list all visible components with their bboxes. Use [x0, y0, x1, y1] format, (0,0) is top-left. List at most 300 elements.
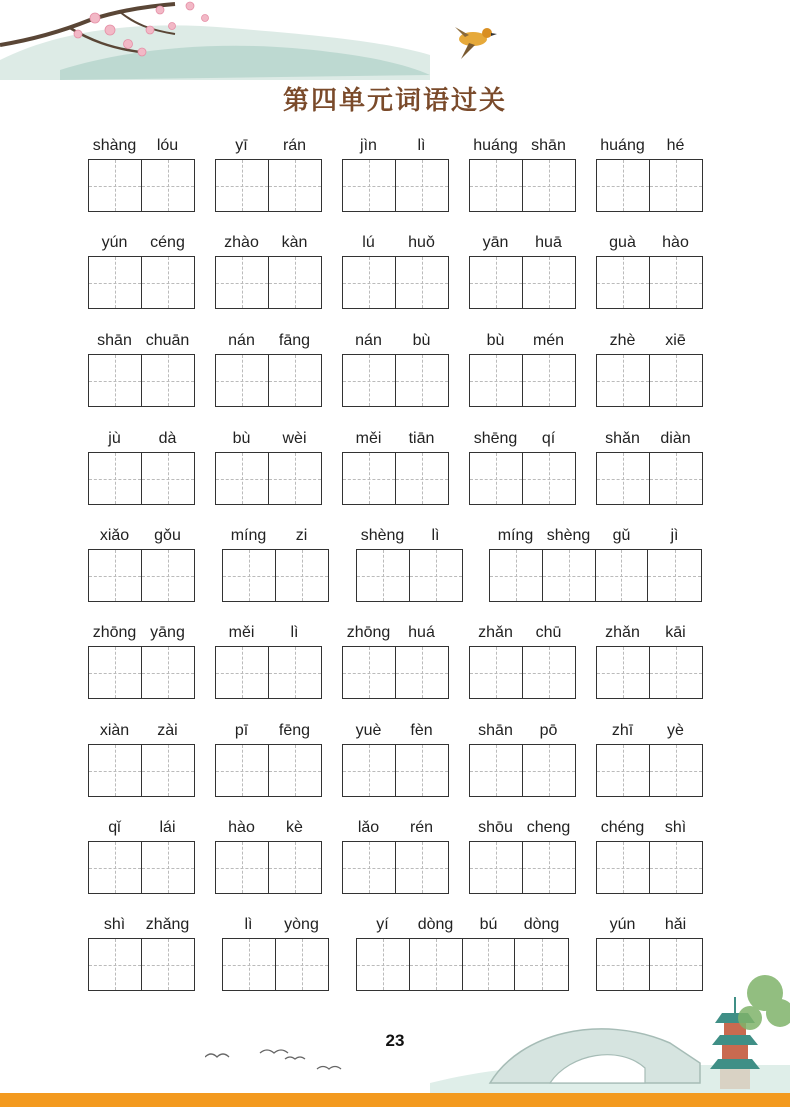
writing-cell[interactable] [470, 257, 523, 308]
pinyin-line [222, 525, 328, 547]
pinyin-syllable: shì [664, 819, 687, 836]
page-title: 第四单元词语过关 [282, 86, 507, 116]
writing-cell[interactable] [650, 842, 703, 893]
tianzige-boxes [342, 159, 449, 212]
pinyin-line [596, 428, 702, 450]
writing-cell[interactable] [269, 453, 322, 504]
pinyin-syllable: mén [532, 332, 565, 349]
writing-cell[interactable] [269, 160, 322, 211]
pinyin-syllable: wèi [282, 430, 307, 447]
pinyin-syllable: lú [362, 234, 375, 251]
writing-cell[interactable] [410, 939, 463, 990]
pinyin-syllable: huáng [600, 137, 645, 154]
pinyin-line [469, 232, 575, 254]
pinyin-line [469, 817, 575, 839]
writing-cell[interactable] [596, 550, 649, 601]
pinyin-line [88, 330, 194, 352]
pinyin-syllable: hé [666, 137, 685, 154]
tianzige-boxes [596, 841, 703, 894]
writing-cell[interactable] [276, 939, 329, 990]
pinyin-syllable: chuān [145, 332, 190, 349]
pinyin-syllable: tiān [408, 430, 435, 447]
writing-cell[interactable] [523, 453, 576, 504]
word-row [0, 428, 790, 518]
pinyin-line [596, 622, 702, 644]
writing-cell[interactable] [89, 160, 142, 211]
pinyin-syllable: pō [539, 722, 558, 739]
pinyin-line [342, 330, 448, 352]
word-item [356, 914, 568, 1004]
word-item [88, 330, 194, 420]
word-row [0, 330, 790, 420]
pinyin-syllable: dòng [523, 916, 560, 933]
pinyin-syllable: shān [97, 332, 132, 349]
pinyin-line [469, 622, 575, 644]
tianzige-boxes [342, 646, 449, 699]
writing-cell[interactable] [470, 647, 523, 698]
writing-cell[interactable] [142, 842, 195, 893]
writing-cell[interactable] [89, 355, 142, 406]
pinyin-syllable: zhǎn [478, 624, 513, 641]
writing-cell[interactable] [216, 745, 269, 796]
writing-cell[interactable] [223, 939, 276, 990]
writing-cell[interactable] [515, 939, 568, 990]
pinyin-line [469, 330, 575, 352]
writing-cell[interactable] [89, 257, 142, 308]
word-row [0, 232, 790, 322]
pinyin-line [489, 525, 701, 547]
writing-cell[interactable] [142, 355, 195, 406]
pinyin-syllable: yān [482, 234, 509, 251]
writing-cell[interactable] [597, 939, 650, 990]
tianzige-boxes [596, 354, 703, 407]
pinyin-syllable: jù [108, 430, 121, 447]
writing-cell[interactable] [89, 842, 142, 893]
pinyin-syllable: gǔ [612, 527, 631, 544]
tianzige-boxes [222, 938, 329, 991]
word-row [0, 622, 790, 712]
pinyin-syllable: fāng [278, 332, 311, 349]
pinyin-syllable: kāi [665, 624, 686, 641]
tianzige-boxes [469, 354, 576, 407]
pinyin-syllable: zi [295, 527, 308, 544]
writing-cell[interactable] [357, 939, 410, 990]
word-item [88, 817, 194, 907]
word-item [469, 135, 575, 225]
writing-cell[interactable] [650, 160, 703, 211]
pinyin-syllable: yāng [150, 624, 185, 641]
pinyin-syllable: zhè [609, 332, 636, 349]
tianzige-boxes [469, 159, 576, 212]
word-item [88, 135, 194, 225]
tianzige-boxes [88, 744, 195, 797]
writing-cell[interactable] [142, 939, 195, 990]
writing-cell[interactable] [269, 647, 322, 698]
writing-cell[interactable] [142, 257, 195, 308]
writing-cell[interactable] [269, 745, 322, 796]
writing-cell[interactable] [648, 550, 701, 601]
writing-cell[interactable] [396, 160, 449, 211]
word-item [215, 622, 321, 712]
tianzige-boxes [88, 938, 195, 991]
pinyin-syllable: zhī [611, 722, 634, 739]
pinyin-syllable: shēng [473, 430, 518, 447]
writing-cell[interactable] [396, 355, 449, 406]
pinyin-syllable: shèng [546, 527, 591, 544]
word-item [215, 232, 321, 322]
writing-cell[interactable] [89, 939, 142, 990]
tianzige-boxes [489, 549, 702, 602]
pinyin-syllable: huáng [473, 137, 518, 154]
writing-cell[interactable] [89, 550, 142, 601]
pinyin-line [215, 330, 321, 352]
word-item [88, 525, 194, 615]
tianzige-boxes [596, 256, 703, 309]
tianzige-boxes [215, 354, 322, 407]
writing-cell[interactable] [357, 550, 410, 601]
tianzige-boxes [342, 841, 449, 894]
word-item [356, 525, 462, 615]
word-item [469, 428, 575, 518]
writing-cell[interactable] [597, 453, 650, 504]
writing-cell[interactable] [343, 745, 396, 796]
pinyin-line [469, 428, 575, 450]
pinyin-syllable: kè [286, 819, 303, 836]
pinyin-syllable: bú [479, 916, 498, 933]
writing-cell[interactable] [396, 647, 449, 698]
pinyin-line [88, 622, 194, 644]
pinyin-syllable: lì [431, 527, 440, 544]
tianzige-boxes [215, 841, 322, 894]
writing-cell[interactable] [343, 257, 396, 308]
word-item [469, 232, 575, 322]
tianzige-boxes [596, 744, 703, 797]
word-item [342, 622, 448, 712]
pinyin-line [342, 817, 448, 839]
writing-cell[interactable] [142, 647, 195, 698]
word-item [596, 720, 702, 810]
writing-cell[interactable] [523, 160, 576, 211]
writing-cell[interactable] [463, 939, 516, 990]
pinyin-line [215, 720, 321, 742]
tianzige-boxes [596, 938, 703, 991]
pinyin-syllable: lái [159, 819, 176, 836]
writing-cell[interactable] [223, 550, 276, 601]
pinyin-syllable: diàn [660, 430, 691, 447]
writing-cell[interactable] [269, 355, 322, 406]
writing-cell[interactable] [470, 453, 523, 504]
pinyin-line [88, 232, 194, 254]
pinyin-line [469, 720, 575, 742]
tianzige-boxes [222, 549, 329, 602]
writing-cell[interactable] [396, 745, 449, 796]
tianzige-boxes [88, 841, 195, 894]
word-item [215, 428, 321, 518]
writing-cell[interactable] [396, 257, 449, 308]
pinyin-syllable: shān [478, 722, 513, 739]
pinyin-syllable: yī [235, 137, 248, 154]
pinyin-syllable: huá [408, 624, 435, 641]
tianzige-boxes [215, 452, 322, 505]
pinyin-syllable: dà [158, 430, 177, 447]
pinyin-syllable: huǒ [408, 234, 435, 251]
writing-cell[interactable] [543, 550, 596, 601]
writing-cell[interactable] [597, 647, 650, 698]
writing-cell[interactable] [343, 647, 396, 698]
writing-cell[interactable] [396, 453, 449, 504]
pinyin-syllable: huā [535, 234, 562, 251]
pinyin-line [596, 330, 702, 352]
pinyin-syllable: bù [232, 430, 251, 447]
tianzige-boxes [215, 256, 322, 309]
pinyin-line [469, 135, 575, 157]
word-item [596, 817, 702, 907]
tianzige-boxes [88, 159, 195, 212]
writing-cell[interactable] [523, 842, 576, 893]
writing-cell[interactable] [470, 355, 523, 406]
pinyin-syllable: zhōng [92, 624, 137, 641]
pinyin-line [596, 135, 702, 157]
pinyin-line [596, 914, 702, 936]
tianzige-boxes [88, 354, 195, 407]
pinyin-syllable: zhǎng [145, 916, 190, 933]
pinyin-syllable: qǐ [108, 819, 121, 836]
pinyin-syllable: chū [535, 624, 562, 641]
writing-cell[interactable] [597, 745, 650, 796]
writing-cell[interactable] [216, 453, 269, 504]
writing-cell[interactable] [470, 745, 523, 796]
pinyin-line [88, 135, 194, 157]
writing-cell[interactable] [269, 842, 322, 893]
pinyin-line [215, 622, 321, 644]
pinyin-syllable: shàng [92, 137, 137, 154]
pinyin-line [88, 428, 194, 450]
word-item [222, 525, 328, 615]
pinyin-line [356, 914, 568, 936]
pinyin-syllable: hào [228, 819, 255, 836]
pinyin-line [88, 914, 194, 936]
pinyin-syllable: lóu [156, 137, 179, 154]
word-item [469, 817, 575, 907]
writing-cell[interactable] [142, 453, 195, 504]
word-item [489, 525, 701, 615]
pinyin-line [215, 232, 321, 254]
tianzige-boxes [469, 744, 576, 797]
footer-bar [0, 1093, 790, 1107]
tianzige-boxes [88, 452, 195, 505]
writing-cell[interactable] [216, 647, 269, 698]
writing-cell[interactable] [396, 842, 449, 893]
pinyin-syllable: yòng [284, 916, 319, 933]
writing-cell[interactable] [410, 550, 463, 601]
writing-cell[interactable] [523, 257, 576, 308]
writing-cell[interactable] [650, 453, 703, 504]
pinyin-syllable: jìn [360, 137, 377, 154]
tianzige-boxes [469, 646, 576, 699]
writing-cell[interactable] [490, 550, 543, 601]
pinyin-line [88, 720, 194, 742]
pinyin-syllable: xiàn [99, 722, 130, 739]
word-item [469, 622, 575, 712]
word-item [342, 232, 448, 322]
writing-cell[interactable] [142, 550, 195, 601]
writing-cell[interactable] [269, 257, 322, 308]
pinyin-line [356, 525, 462, 547]
tianzige-boxes [88, 256, 195, 309]
word-item [596, 135, 702, 225]
pinyin-syllable: lì [244, 916, 253, 933]
word-item [596, 914, 702, 1004]
word-item [342, 135, 448, 225]
tianzige-boxes [342, 744, 449, 797]
word-item [215, 135, 321, 225]
writing-cell[interactable] [89, 745, 142, 796]
writing-cell[interactable] [650, 745, 703, 796]
pinyin-syllable: shōu [478, 819, 513, 836]
writing-cell[interactable] [343, 453, 396, 504]
writing-cell[interactable] [142, 745, 195, 796]
writing-cell[interactable] [142, 160, 195, 211]
pinyin-syllable: pī [234, 722, 249, 739]
tianzige-boxes [356, 549, 463, 602]
blossom-branch-illustration [0, 0, 520, 80]
word-item [342, 428, 448, 518]
pinyin-line [215, 817, 321, 839]
writing-cell[interactable] [216, 842, 269, 893]
word-item [88, 622, 194, 712]
pinyin-line [215, 428, 321, 450]
tianzige-boxes [342, 452, 449, 505]
word-item [342, 720, 448, 810]
writing-cell[interactable] [597, 160, 650, 211]
tianzige-boxes [88, 549, 195, 602]
word-item [342, 817, 448, 907]
pinyin-syllable: qí [541, 430, 556, 447]
pinyin-syllable: lì [417, 137, 426, 154]
writing-cell[interactable] [523, 355, 576, 406]
pinyin-syllable: yún [609, 916, 636, 933]
pinyin-syllable: yuè [355, 722, 382, 739]
word-item [222, 914, 328, 1004]
tianzige-boxes [88, 646, 195, 699]
pinyin-syllable: shì [103, 916, 126, 933]
pinyin-syllable: míng [497, 527, 534, 544]
pinyin-line [342, 232, 448, 254]
writing-cell[interactable] [276, 550, 329, 601]
pinyin-syllable: rén [409, 819, 434, 836]
word-item [596, 428, 702, 518]
pinyin-syllable: lì [290, 624, 299, 641]
word-row [0, 525, 790, 615]
writing-cell[interactable] [650, 257, 703, 308]
pinyin-syllable: fèn [410, 722, 433, 739]
writing-cell[interactable] [343, 355, 396, 406]
writing-cell[interactable] [597, 355, 650, 406]
pinyin-line [596, 817, 702, 839]
pinyin-syllable: xiē [665, 332, 686, 349]
pinyin-line [342, 135, 448, 157]
pinyin-syllable: zài [157, 722, 178, 739]
pinyin-syllable: bù [412, 332, 431, 349]
tianzige-boxes [356, 938, 569, 991]
pinyin-line [342, 622, 448, 644]
pinyin-syllable: hào [662, 234, 689, 251]
pinyin-syllable: guà [609, 234, 636, 251]
tianzige-boxes [596, 646, 703, 699]
pinyin-syllable: měi [228, 624, 255, 641]
writing-cell[interactable] [523, 647, 576, 698]
word-item [215, 330, 321, 420]
word-item [215, 720, 321, 810]
pinyin-syllable: dòng [417, 916, 454, 933]
pinyin-syllable: lǎo [357, 819, 380, 836]
writing-cell[interactable] [597, 257, 650, 308]
pinyin-line [596, 720, 702, 742]
writing-cell[interactable] [89, 647, 142, 698]
tianzige-boxes [469, 256, 576, 309]
tianzige-boxes [596, 452, 703, 505]
pinyin-line [215, 135, 321, 157]
pinyin-syllable: kàn [281, 234, 308, 251]
word-row [0, 135, 790, 225]
pinyin-line [88, 817, 194, 839]
tianzige-boxes [215, 159, 322, 212]
pinyin-syllable: shān [531, 137, 566, 154]
word-item [596, 330, 702, 420]
pinyin-syllable: zhōng [346, 624, 391, 641]
word-row [0, 914, 790, 1004]
writing-cell[interactable] [650, 355, 703, 406]
writing-cell[interactable] [650, 647, 703, 698]
pinyin-syllable: yè [667, 722, 684, 739]
bird-icon [455, 27, 497, 59]
word-item [469, 330, 575, 420]
tianzige-boxes [342, 354, 449, 407]
word-item [88, 720, 194, 810]
tianzige-boxes [596, 159, 703, 212]
writing-cell[interactable] [470, 842, 523, 893]
pinyin-line [222, 914, 328, 936]
writing-cell[interactable] [343, 160, 396, 211]
writing-cell[interactable] [216, 257, 269, 308]
writing-cell[interactable] [470, 160, 523, 211]
word-item [469, 720, 575, 810]
writing-cell[interactable] [343, 842, 396, 893]
writing-cell[interactable] [523, 745, 576, 796]
pinyin-syllable: nán [228, 332, 255, 349]
word-item [88, 428, 194, 518]
writing-cell[interactable] [89, 453, 142, 504]
pinyin-syllable: yí [376, 916, 389, 933]
pinyin-syllable: xiǎo [99, 527, 130, 544]
word-row [0, 720, 790, 810]
pinyin-syllable: shǎn [605, 430, 640, 447]
pinyin-syllable: chéng [600, 819, 645, 836]
pinyin-syllable: míng [230, 527, 267, 544]
writing-cell[interactable] [597, 842, 650, 893]
writing-cell[interactable] [216, 355, 269, 406]
pinyin-syllable: nán [355, 332, 382, 349]
pinyin-syllable: zhǎn [605, 624, 640, 641]
pinyin-syllable: cheng [526, 819, 571, 836]
pinyin-syllable: hǎi [664, 916, 687, 933]
pinyin-line [596, 232, 702, 254]
pinyin-syllable: rán [282, 137, 307, 154]
writing-cell[interactable] [216, 160, 269, 211]
pinyin-syllable: shèng [360, 527, 405, 544]
writing-cell[interactable] [650, 939, 703, 990]
pinyin-syllable: céng [150, 234, 185, 251]
